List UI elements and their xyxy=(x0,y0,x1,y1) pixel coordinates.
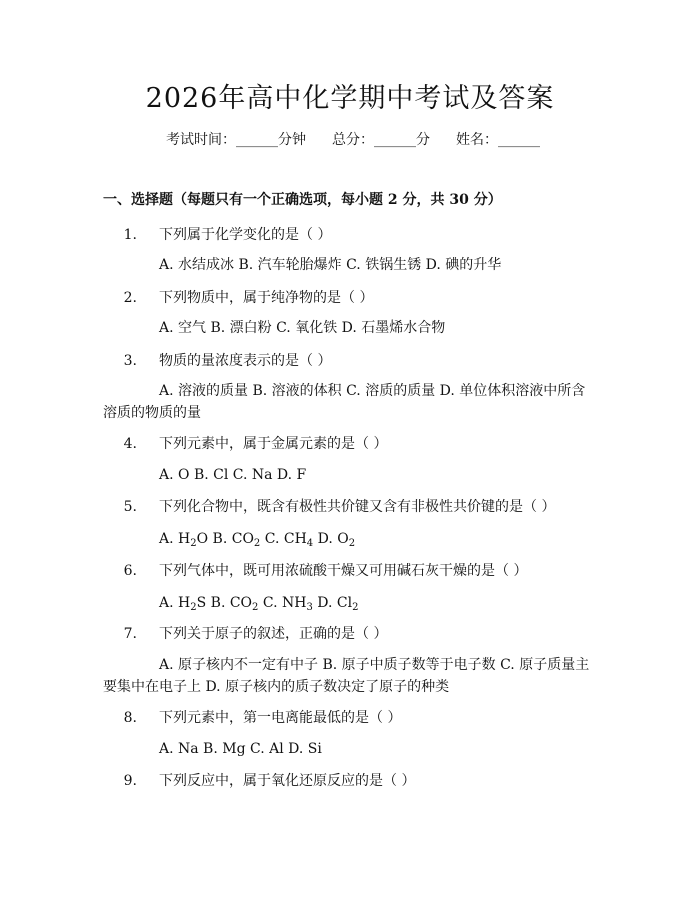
question-number: 2. xyxy=(123,290,137,306)
time-label: 考试时间： xyxy=(166,132,236,148)
question-text: 下列化合物中，既含有极性共价键又含有非极性共价键的是（ ） xyxy=(159,499,556,515)
question-options: A. 原子核内不一定有中子 B. 原子中质子数等于电子数 C. 原子质量主要集中在电子上 D. 原子核内的质子数决定了原子的种类 xyxy=(103,657,590,695)
question-number: 8. xyxy=(123,710,137,726)
name-label: 姓名： xyxy=(456,132,498,148)
question-number: 1. xyxy=(123,227,137,243)
question-stem xyxy=(103,624,593,644)
question-options: A. Na B. Mg C. Al D. Si xyxy=(159,741,322,757)
question-options: A. $H_2O$ B. $CO_2$ C. $CH_4$ D. $O_2$ xyxy=(159,531,356,549)
question-number: 5. xyxy=(123,499,137,515)
question-text: 下列气体中，既可用浓硫酸干燥又可用碱石灰干燥的是（ ） xyxy=(159,563,528,579)
question-options: A. O B. Cl C. Na D. F xyxy=(159,467,307,483)
question-options: A. 空气 B. 漂白粉 C. 氧化铁 D. 石墨烯水合物 xyxy=(159,320,446,336)
page-title: 2026年高中化学期中考试及答案 xyxy=(145,83,555,114)
question-stem xyxy=(103,434,593,454)
name-blank: ______ xyxy=(498,132,540,148)
question-number: 7. xyxy=(123,626,137,642)
question-stem xyxy=(103,225,593,245)
section-heading: 一、选择题（每题只有一个正确选项，每小题 2 分，共 30 分） xyxy=(103,192,502,208)
question-stem xyxy=(103,497,593,517)
time-blank: ______ xyxy=(236,132,278,148)
question-number: 4. xyxy=(123,436,137,452)
time-unit: 分钟 xyxy=(278,132,306,148)
question-text: 下列关于原子的叙述，正确的是（ ） xyxy=(159,626,388,642)
question-text: 下列元素中，第一电离能最低的是（ ） xyxy=(159,710,402,726)
question-text: 下列属于化学变化的是（ ） xyxy=(159,227,332,243)
question-options: A. $H_2S$ B. $CO_2$ C. $NH_3$ D. $Cl_2$ xyxy=(159,595,359,613)
question-stem xyxy=(103,288,593,308)
question-number: 6. xyxy=(123,563,137,579)
question-text: 下列物质中，属于纯净物的是（ ） xyxy=(159,290,374,306)
question-text: 下列元素中，属于金属元素的是（ ） xyxy=(159,436,388,452)
score-blank: ______ xyxy=(374,132,416,148)
score-label: 总分： xyxy=(332,132,374,148)
question-stem xyxy=(103,708,593,728)
score-unit: 分 xyxy=(416,132,430,148)
question-options: A. 溶液的质量 B. 溶液的体积 C. 溶质的质量 D. 单位体积溶液中所含溶质的物质的量 xyxy=(103,383,586,421)
question-text: 物质的量浓度表示的是（ ） xyxy=(159,353,332,369)
question-stem xyxy=(103,771,593,791)
question-stem xyxy=(103,351,593,371)
question-options: A. 水结成冰 B. 汽车轮胎爆炸 C. 铁锅生锈 D. 碘的升华 xyxy=(159,257,502,273)
question-number: 9. xyxy=(123,773,137,789)
exam-info-line xyxy=(166,130,540,150)
question-text: 下列反应中，属于氧化还原反应的是（ ） xyxy=(159,773,416,789)
question-stem xyxy=(103,561,593,581)
question-number: 3. xyxy=(123,353,137,369)
